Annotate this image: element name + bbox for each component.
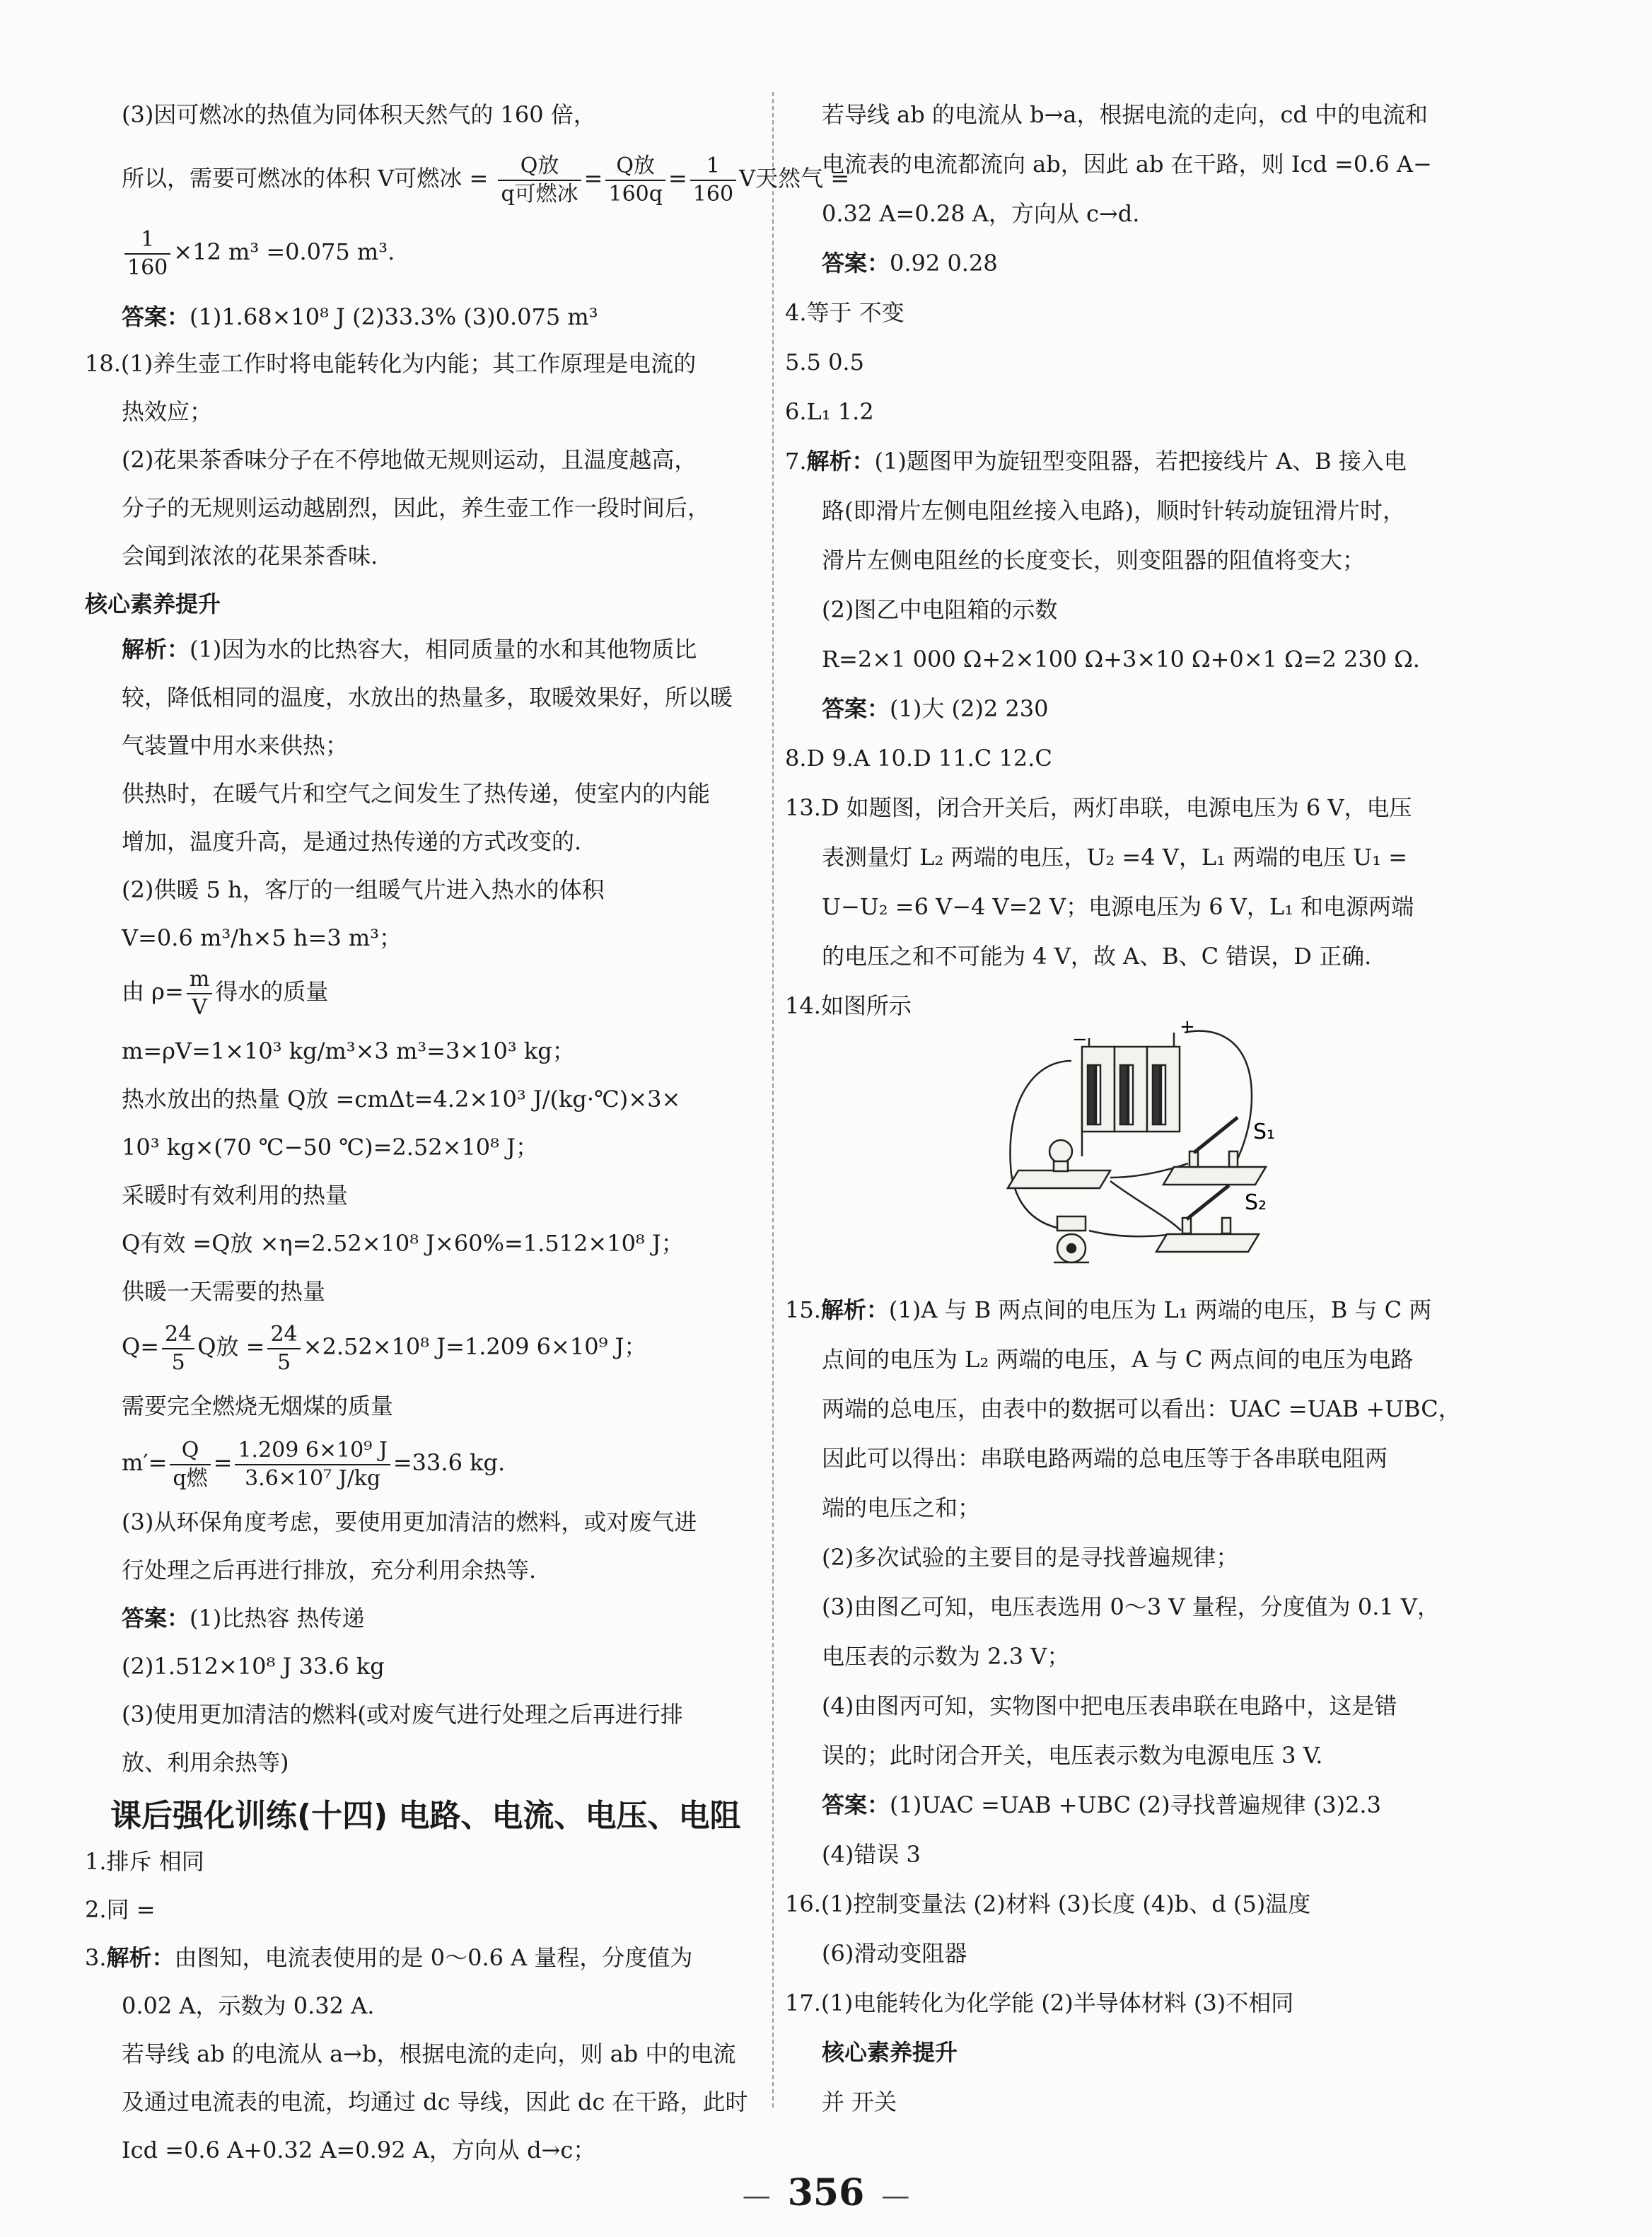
text-line: 13.D 如题图，闭合开关后，两灯串联，电源电压为 6 V，电压 xyxy=(785,794,1412,821)
formula-line: 所以，需要可燃冰的体积 V可燃冰 = $\frac{\text{Q放}}{\text{q可燃冰}}$ = $\frac{\text{Q放}}{160q}$ = $\frac{1}{160}$ V天然气 = xyxy=(122,153,850,207)
text-line: 解析：(1)因为水的比热容大，相同质量的水和其他物质比 xyxy=(122,636,697,663)
subsection-heading: 核心素养提升 xyxy=(85,591,221,617)
answer-line: 答案：(1)UAC =UAB +UBC (2)寻找普遍规律 (3)2.3 xyxy=(822,1791,1381,1818)
text-line: 7.解析：(1)题图甲为旋钮型变阻器，若把接线片 A、B 接入电 xyxy=(785,448,1407,475)
text-line: 两端的总电压，由表中的数据可以看出：UAC =UAB +UBC， xyxy=(822,1395,1461,1422)
text-line: 15.解析：(1)A 与 B 两点间的电压为 L₁ 两端的电压，B 与 C 两 xyxy=(785,1296,1432,1323)
fraction: $\frac{Q}{\text{q燃}}$ xyxy=(170,1437,210,1492)
text-line: 端的电压之和； xyxy=(822,1494,981,1521)
text-line: 因此可以得出：串联电路两端的总电压等于各串联电阻两 xyxy=(822,1445,1388,1472)
answer-line: 答案：(1)1.68×10⁸ J (2)33.3% (3)0.075 m³ xyxy=(122,303,598,330)
text-line: 18.(1)养生壶工作时将电能转化为内能；其工作原理是电流的 xyxy=(85,350,697,377)
text-line: 误的；此时闭合开关，电压表示数为电源电压 3 V. xyxy=(822,1742,1323,1769)
text-line: (2)1.512×10⁸ J 33.6 kg xyxy=(122,1653,385,1680)
text-line: 热效应； xyxy=(122,398,213,425)
formula-line: 由 ρ= $\frac{m}{V}$ 得水的质量 xyxy=(122,966,329,1020)
text-line: 8.D 9.A 10.D 11.C 12.C xyxy=(785,745,1052,772)
wire-lamp-to-s2 xyxy=(1110,1181,1181,1231)
text-line: 2.同 = xyxy=(85,1896,156,1923)
fraction: $\frac{24}{5}$ xyxy=(162,1321,194,1376)
answer-line: 答案：(1)大 (2)2 230 xyxy=(822,695,1049,722)
text-line: 表测量灯 L₂ 两端的电压，U₂ =4 V，L₁ 两端的电压 U₁ = xyxy=(822,844,1408,871)
answer-line: 答案：0.92 0.28 xyxy=(822,250,998,277)
text-line: 供暖一天需要的热量 xyxy=(122,1278,326,1305)
text-line: 路(即滑片左侧电阻丝接入电路)，顺时针转动旋钮滑片时， xyxy=(822,497,1405,524)
switch-s1-label: S₁ xyxy=(1253,1120,1276,1144)
text-line: Q有效 =Q放 ×η=2.52×10⁸ J×60%=1.512×10⁸ J； xyxy=(122,1230,684,1257)
text-line: 17.(1)电能转化为化学能 (2)半导体材料 (3)不相同 xyxy=(785,1989,1294,2016)
formula-line: $\frac{1}{160}$ ×12 m³ =0.075 m³. xyxy=(122,223,395,281)
text-line: 0.02 A，示数为 0.32 A. xyxy=(122,1992,375,2019)
text-line: (2)图乙中电阻箱的示数 xyxy=(822,596,1058,623)
wire-bell-to-s2 xyxy=(1089,1231,1174,1236)
battery-pack-icon xyxy=(1082,1033,1180,1132)
text-line: 14.如图所示 xyxy=(785,992,912,1019)
lamp-icon xyxy=(1008,1140,1110,1188)
fraction: $\frac{24}{5}$ xyxy=(267,1321,300,1376)
text-line: U−U₂ =6 V−4 V=2 V；电源电压为 6 V，L₁ 和电源两端 xyxy=(822,893,1414,920)
text-line: 气装置中用水来供热； xyxy=(122,732,349,759)
text-line: 0.32 A=0.28 A，方向从 c→d. xyxy=(822,200,1140,227)
fraction: $\frac{1}{160}$ xyxy=(124,226,170,281)
text-line: (2)多次试验的主要目的是寻找普遍规律； xyxy=(822,1544,1239,1571)
text-line: 并 开关 xyxy=(822,2088,897,2115)
text-line: 放、利用余热等) xyxy=(122,1749,289,1776)
text-line: (4)由图丙可知，实物图中把电压表串联在电路中，这是错 xyxy=(822,1692,1397,1719)
circuit-diagram xyxy=(1004,1018,1287,1280)
text-line: (3)使用更加清洁的燃料(或对废气进行处理之后再进行排 xyxy=(122,1701,683,1728)
formula-line: m′= $\frac{Q}{\text{q燃}}$ = $\frac{\text{1.209 6×10⁹ J}}{\text{3.6×10⁷ J/kg}}$ =33.6 kg. xyxy=(122,1437,506,1491)
text-line: 电流表的电流都流向 ab，因此 ab 在干路，则 Icd =0.6 A− xyxy=(822,151,1432,178)
column-divider xyxy=(772,92,774,2108)
text-line: 3.解析：由图知，电流表使用的是 0～0.6 A 量程，分度值为 xyxy=(85,1944,693,1971)
text-line: 较，降低相同的温度，水放出的热量多，取暖效果好，所以暖 xyxy=(122,684,733,711)
text-line: m=ρV=1×10³ kg/m³×3 m³=3×10³ kg； xyxy=(122,1038,575,1064)
fraction: $\frac{m}{V}$ xyxy=(187,966,212,1021)
text-line: 若导线 ab 的电流从 b→a，根据电流的走向，cd 中的电流和 xyxy=(822,101,1429,128)
subsection-heading: 核心素养提升 xyxy=(822,2039,958,2066)
text-line: Icd =0.6 A+0.32 A=0.92 A，方向从 d→c； xyxy=(122,2137,596,2163)
text-line: 电压表的示数为 2.3 V； xyxy=(822,1643,1070,1670)
text-line: 采暖时有效利用的热量 xyxy=(122,1182,349,1209)
switch-s2-icon xyxy=(1156,1185,1259,1252)
text-line: 5.5 0.5 xyxy=(785,349,864,376)
text-line: (2)供暖 5 h，客厅的一组暖气片进入热水的体积 xyxy=(122,876,605,903)
text-line: 的电压之和不可能为 4 V，故 A、B、C 错误，D 正确. xyxy=(822,943,1372,970)
bell-icon xyxy=(1054,1216,1089,1262)
fraction: $\frac{1}{160}$ xyxy=(690,153,736,208)
answer-line: 答案：(1)比热容 热传递 xyxy=(122,1605,365,1632)
battery-minus-label: − xyxy=(1072,1029,1088,1050)
text-line: 增加，温度升高，是通过热传递的方式改变的. xyxy=(122,828,582,855)
text-line: 需要完全燃烧无烟煤的质量 xyxy=(122,1393,394,1419)
section-title: 课后强化训练(十四) 电路、电流、电压、电阻 xyxy=(110,1798,741,1834)
text-line: 分子的无规则运动越剧烈，因此，养生壶工作一段时间后， xyxy=(122,494,711,521)
text-line: 及通过电流表的电流，均通过 dc 导线，因此 dc 在干路，此时 xyxy=(122,2088,748,2115)
fraction: $\frac{\text{Q放}}{\text{q可燃冰}}$ xyxy=(498,153,581,208)
text-line: (3)因可燃冰的热值为同体积天然气的 160 倍， xyxy=(122,101,596,128)
text-line: 点间的电压为 L₂ 两端的电压，A 与 C 两点间的电压为电路 xyxy=(822,1346,1414,1373)
text-line: V=0.6 m³/h×5 h=3 m³； xyxy=(122,924,402,951)
formula-line: Q= $\frac{24}{5}$ Q放 = $\frac{24}{5}$ ×2.52×10⁸ J=1.209 6×10⁹ J； xyxy=(122,1321,647,1375)
text-line: 供热时，在暖气片和空气之间发生了热传递，使室内的内能 xyxy=(122,780,711,807)
text-line: (3)由图乙可知，电压表选用 0～3 V 量程，分度值为 0.1 V， xyxy=(822,1593,1441,1620)
text-line: 16.(1)控制变量法 (2)材料 (3)长度 (4)b、d (5)温度 xyxy=(785,1890,1311,1917)
text-line: 滑片左侧电阻丝的长度变长，则变阻器的阻值将变大； xyxy=(822,547,1366,574)
text-line: R=2×1 000 Ω+2×100 Ω+3×10 Ω+0×1 Ω=2 230 Ω. xyxy=(822,646,1420,673)
text-line: 会闻到浓浓的花果茶香味. xyxy=(122,542,378,569)
text-line: (3)从环保角度考虑，要使用更加清洁的燃料，或对废气进 xyxy=(122,1509,697,1535)
text-line: (2)花果茶香味分子在不停地做无规则运动，且温度越高， xyxy=(122,446,697,473)
text-line: (6)滑动变阻器 xyxy=(822,1940,967,1967)
fraction: $\frac{\text{1.209 6×10⁹ J}}{\text{3.6×10⁷ J/kg}}$ xyxy=(235,1437,390,1492)
battery-plus-label: + xyxy=(1180,1018,1195,1038)
text-line: 1.排斥 相同 xyxy=(85,1848,204,1875)
text-line: 热水放出的热量 Q放 =cmΔt=4.2×10³ J/(kg·℃)×3× xyxy=(122,1086,681,1112)
text-line: 10³ kg×(70 ℃−50 ℃)=2.52×10⁸ J； xyxy=(122,1134,538,1161)
page-number: — 356 — xyxy=(742,2171,910,2214)
text-line: 若导线 ab 的电流从 a→b，根据电流的走向，则 ab 中的电流 xyxy=(122,2040,736,2067)
text-line: 行处理之后再进行排放，充分利用余热等. xyxy=(122,1557,537,1584)
text-line: (4)错误 3 xyxy=(822,1841,921,1868)
switch-s2-label: S₂ xyxy=(1245,1190,1267,1215)
text-line: 6.L₁ 1.2 xyxy=(785,398,874,425)
text-line: 4.等于 不变 xyxy=(785,299,904,326)
fraction: $\frac{\text{Q放}}{160q}$ xyxy=(605,153,665,208)
